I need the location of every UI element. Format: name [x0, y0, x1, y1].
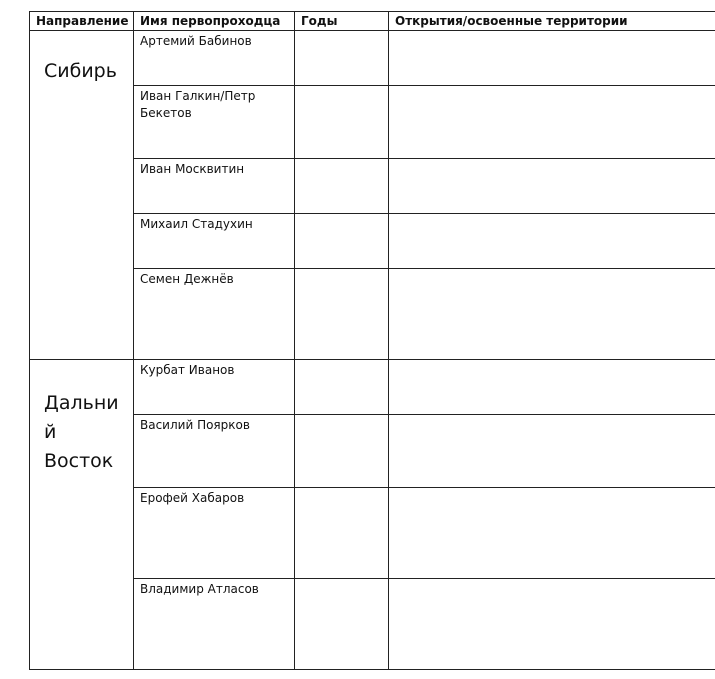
- years-cell[interactable]: [295, 31, 389, 86]
- years-cell[interactable]: [295, 488, 389, 579]
- region-cell-siberia: [30, 31, 134, 360]
- years-cell[interactable]: [295, 159, 389, 214]
- territories-cell[interactable]: [389, 415, 715, 488]
- years-cell[interactable]: [295, 360, 389, 415]
- header-row: [30, 12, 715, 31]
- explorer-name: Ерофей Хабаров: [134, 488, 295, 579]
- explorer-name: Владимир Атласов: [134, 579, 295, 670]
- years-cell[interactable]: [295, 86, 389, 159]
- years-cell[interactable]: [295, 269, 389, 360]
- region-cell-far-east: [30, 360, 134, 670]
- explorer-name: Михаил Стадухин: [134, 214, 295, 269]
- region-label: Сибирь: [44, 60, 117, 82]
- explorer-name: Василий Поярков: [134, 415, 295, 488]
- years-cell[interactable]: [295, 579, 389, 670]
- header-direction: Направление: [30, 12, 134, 31]
- years-cell[interactable]: [295, 214, 389, 269]
- explorer-name: Иван Галкин/Петр Бекетов: [134, 86, 295, 159]
- territories-cell[interactable]: [389, 159, 715, 214]
- table-row: [30, 360, 715, 415]
- years-cell[interactable]: [295, 415, 389, 488]
- explorer-name: Семен Дежнёв: [134, 269, 295, 360]
- header-name: Имя первопроходца: [134, 12, 295, 31]
- territories-cell[interactable]: [389, 360, 715, 415]
- territories-cell[interactable]: [389, 31, 715, 86]
- header-territories: Открытия/освоенные территории: [389, 12, 715, 31]
- header-years: Годы: [295, 12, 389, 31]
- table-row: [30, 31, 715, 86]
- territories-cell[interactable]: [389, 214, 715, 269]
- explorers-table: [29, 11, 715, 670]
- territories-cell[interactable]: [389, 269, 715, 360]
- region-label: Дальний Восток: [44, 392, 119, 472]
- territories-cell[interactable]: [389, 579, 715, 670]
- explorer-name: Артемий Бабинов: [134, 31, 295, 86]
- explorer-name: Курбат Иванов: [134, 360, 295, 415]
- explorer-name: Иван Москвитин: [134, 159, 295, 214]
- territories-cell[interactable]: [389, 488, 715, 579]
- territories-cell[interactable]: [389, 86, 715, 159]
